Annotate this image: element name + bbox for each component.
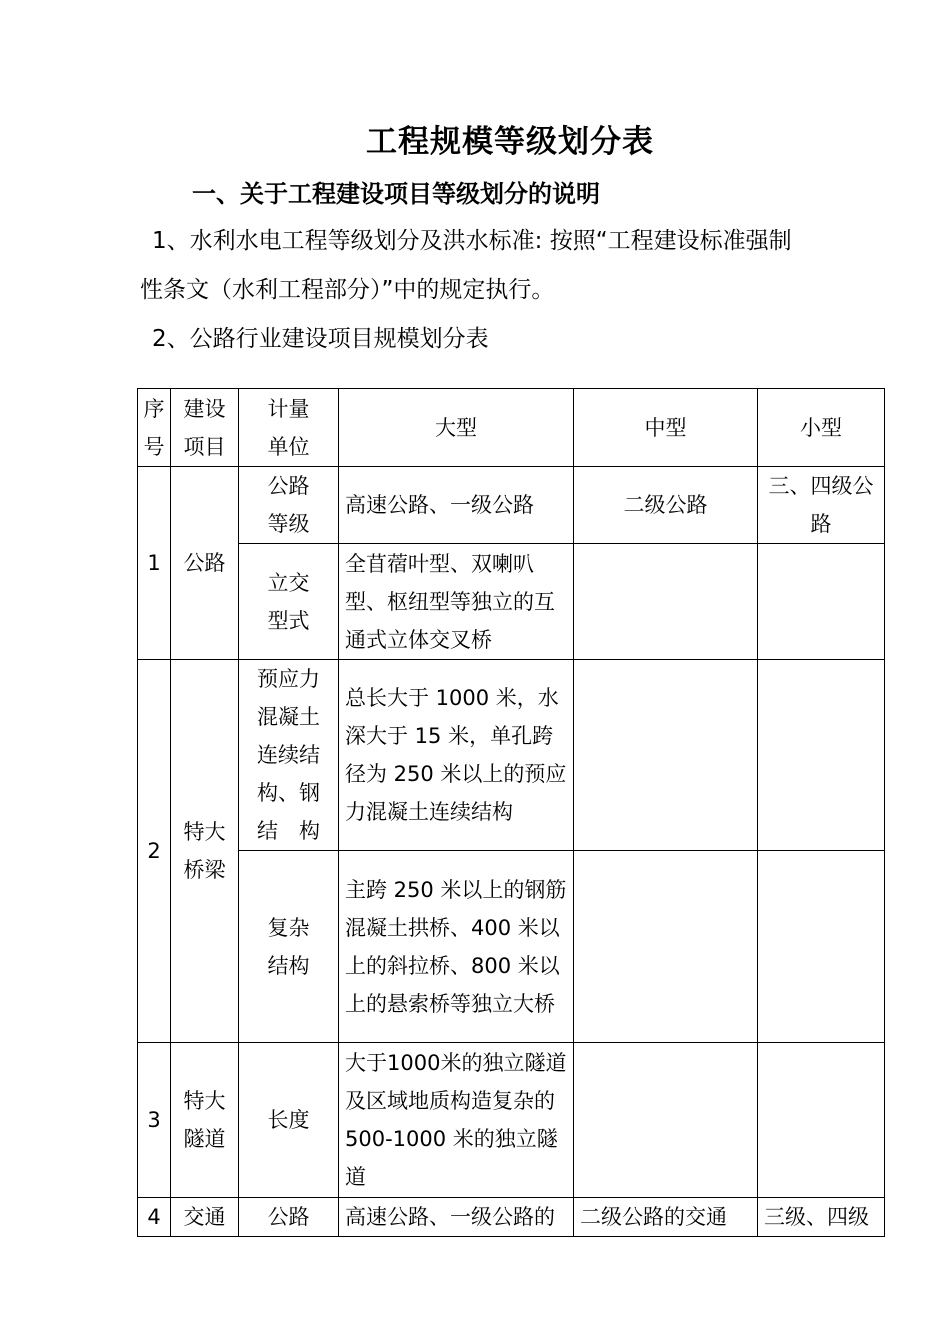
row1-a-unit: 公路等级 (239, 467, 339, 544)
row2-a-unit: 预应力混凝土连续结构、钢结 构 (239, 660, 339, 851)
paragraph-2: 2、公路行业建设项目规模划分表 (152, 326, 489, 352)
table-row (138, 660, 885, 851)
row3-medium (574, 1043, 758, 1198)
row3-unit: 长度 (239, 1043, 339, 1198)
row4-small: 三级、四级 (758, 1198, 885, 1237)
table-row (138, 467, 885, 544)
table-row (138, 1198, 885, 1237)
row3-small (758, 1043, 885, 1198)
row2-project: 特大桥梁 (171, 660, 239, 1043)
row2-a-medium (574, 660, 758, 851)
row4-unit: 公路 (239, 1198, 339, 1237)
row3-large: 大于1000米的独立隧道及区域地质构造复杂的 500-1000 米的独立隧道 (339, 1043, 574, 1198)
header-small: 小型 (758, 389, 885, 467)
header-medium: 中型 (574, 389, 758, 467)
header-seq: 序号 (138, 389, 171, 467)
row1-b-unit: 立交型式 (239, 544, 339, 660)
row3-seq: 3 (138, 1043, 171, 1198)
row2-a-small (758, 660, 885, 851)
row2-b-medium (574, 851, 758, 1043)
row2-a-large: 总长大于 1000 米，水深大于 15 米，单孔跨径为 250 米以上的预应力混凝土连续结构 (339, 660, 574, 851)
row1-a-large: 高速公路、一级公路 (339, 467, 574, 544)
table-header-row (138, 389, 885, 467)
paragraph-1-line-2: 性条文（水利工程部分）”中的规定执行。 (140, 277, 555, 303)
paragraph-1-line-1: 1、水利水电工程等级划分及洪水标准: 按照“工程建设标准强制 (152, 228, 792, 254)
header-project: 建设项目 (171, 389, 239, 467)
row1-seq: 1 (138, 467, 171, 660)
table-row (138, 851, 885, 1043)
table-row (138, 544, 885, 660)
header-unit: 计量单位 (239, 389, 339, 467)
row1-project: 公路 (171, 467, 239, 660)
table-row (138, 1043, 885, 1198)
header-large: 大型 (339, 389, 574, 467)
row1-a-small: 三、四级公路 (758, 467, 885, 544)
row1-a-medium: 二级公路 (574, 467, 758, 544)
row1-b-medium (574, 544, 758, 660)
page-title: 工程规模等级划分表 (366, 124, 654, 160)
row2-b-unit: 复杂结构 (239, 851, 339, 1043)
row1-b-small (758, 544, 885, 660)
row2-b-small (758, 851, 885, 1043)
section-heading: 一、关于工程建设项目等级划分的说明 (192, 180, 600, 208)
row2-b-large: 主跨 250 米以上的钢筋混凝土拱桥、400 米以上的斜拉桥、800 米以上的悬索桥等独立大桥 (339, 851, 574, 1043)
row3-project: 特大隧道 (171, 1043, 239, 1198)
row1-b-large: 全苜蓿叶型、双喇叭型、枢纽型等独立的互通式立体交叉桥 (339, 544, 574, 660)
scale-classification-table (137, 388, 885, 1237)
row4-large: 高速公路、一级公路的 (339, 1198, 574, 1237)
row2-seq: 2 (138, 660, 171, 1043)
row4-medium: 二级公路的交通 (574, 1198, 758, 1237)
row4-seq: 4 (138, 1198, 171, 1237)
row4-project: 交通 (171, 1198, 239, 1237)
